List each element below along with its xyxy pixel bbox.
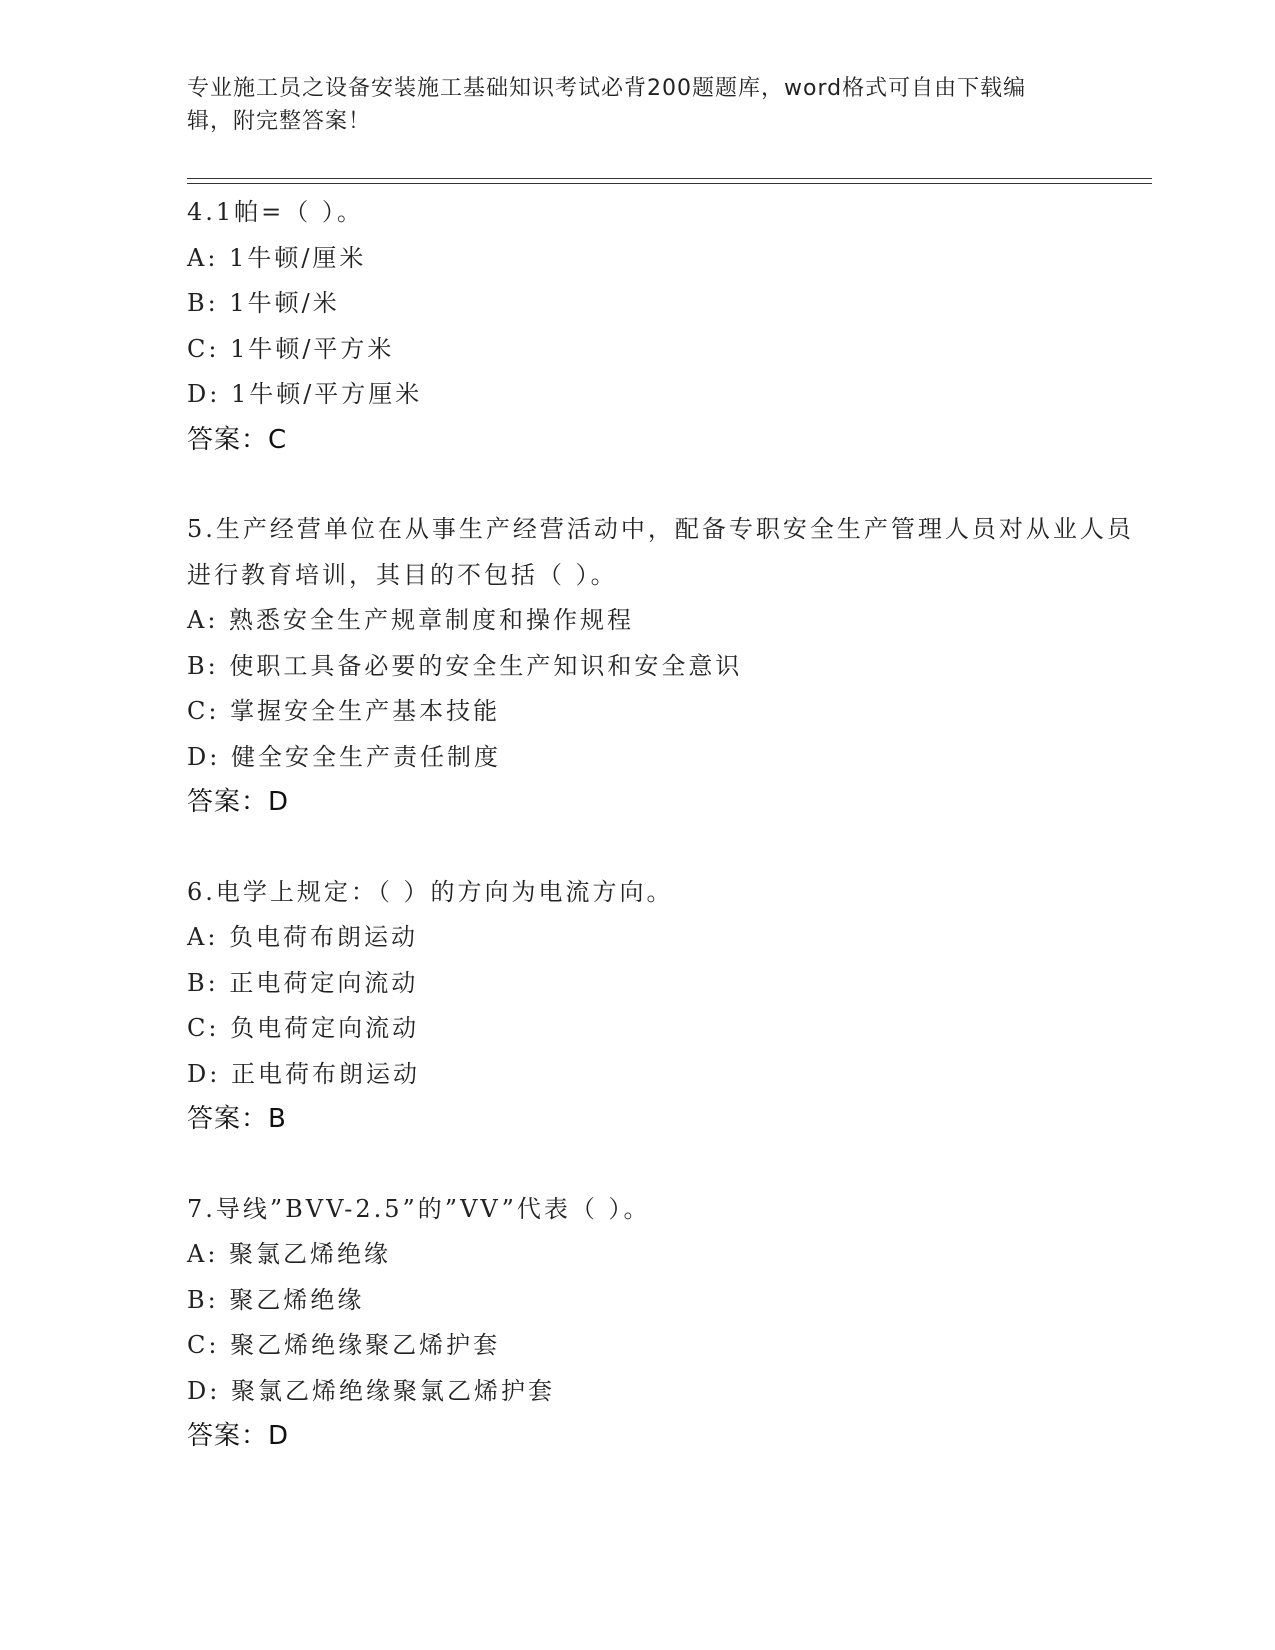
question-list	[187, 190, 1147, 1504]
answer: 答案：B	[187, 1104, 287, 1134]
question-5	[187, 507, 1147, 826]
answer: 答案：D	[187, 787, 290, 817]
option-a: A: 聚氯乙烯绝缘	[187, 1240, 392, 1268]
header-divider-bottom	[187, 183, 1152, 184]
option-b: B: 正电荷定向流动	[187, 968, 419, 997]
question-4	[187, 190, 1147, 463]
option-c: C: 掌握安全生产基本技能	[187, 697, 501, 725]
question-stem: 4.1帕=（ ）。	[187, 198, 364, 226]
option-c: C: 聚乙烯绝缘聚乙烯护套	[187, 1331, 501, 1359]
document-header	[187, 72, 1067, 138]
answer: 答案：D	[187, 1421, 290, 1451]
question-stem: 6.电学上规定：（ ）的方向为电流方向。	[187, 877, 674, 906]
option-d: D: 聚氯乙烯绝缘聚氯乙烯护套	[187, 1376, 555, 1405]
option-d: D: 正电荷布朗运动	[187, 1059, 420, 1088]
question-stem: 5.生产经营单位在从事生产经营活动中，配备专职安全生产管理人员对从业人员进行教育培训，其目的不包括（ ）。	[187, 515, 1134, 589]
option-a: A: 熟悉安全生产规章制度和操作规程	[187, 606, 635, 634]
question-stem: 7.导线”BVV-2.5”的”VV”代表（ ）。	[187, 1194, 651, 1223]
header-divider-top	[187, 178, 1152, 179]
option-b: B: 聚乙烯绝缘	[187, 1285, 365, 1314]
option-b: B: 使职工具备必要的安全生产知识和安全意识	[187, 651, 743, 680]
option-c: C: 1牛顿/平方米	[187, 334, 395, 363]
option-c: C: 负电荷定向流动	[187, 1014, 420, 1042]
option-a: A: 1牛顿/厘米	[187, 243, 367, 272]
document-title: 专业施工员之设备安装施工基础知识考试必背200题题库，word格式可自由下载编辑，附完整答案！	[187, 76, 1027, 134]
answer: 答案：C	[187, 424, 288, 455]
question-6	[187, 870, 1147, 1143]
option-a: A: 负电荷布朗运动	[187, 923, 419, 951]
option-d: D: 1牛顿/平方厘米	[187, 380, 423, 408]
question-7	[187, 1187, 1147, 1460]
option-d: D: 健全安全生产责任制度	[187, 742, 501, 771]
option-b: B: 1牛顿/米	[187, 289, 340, 317]
